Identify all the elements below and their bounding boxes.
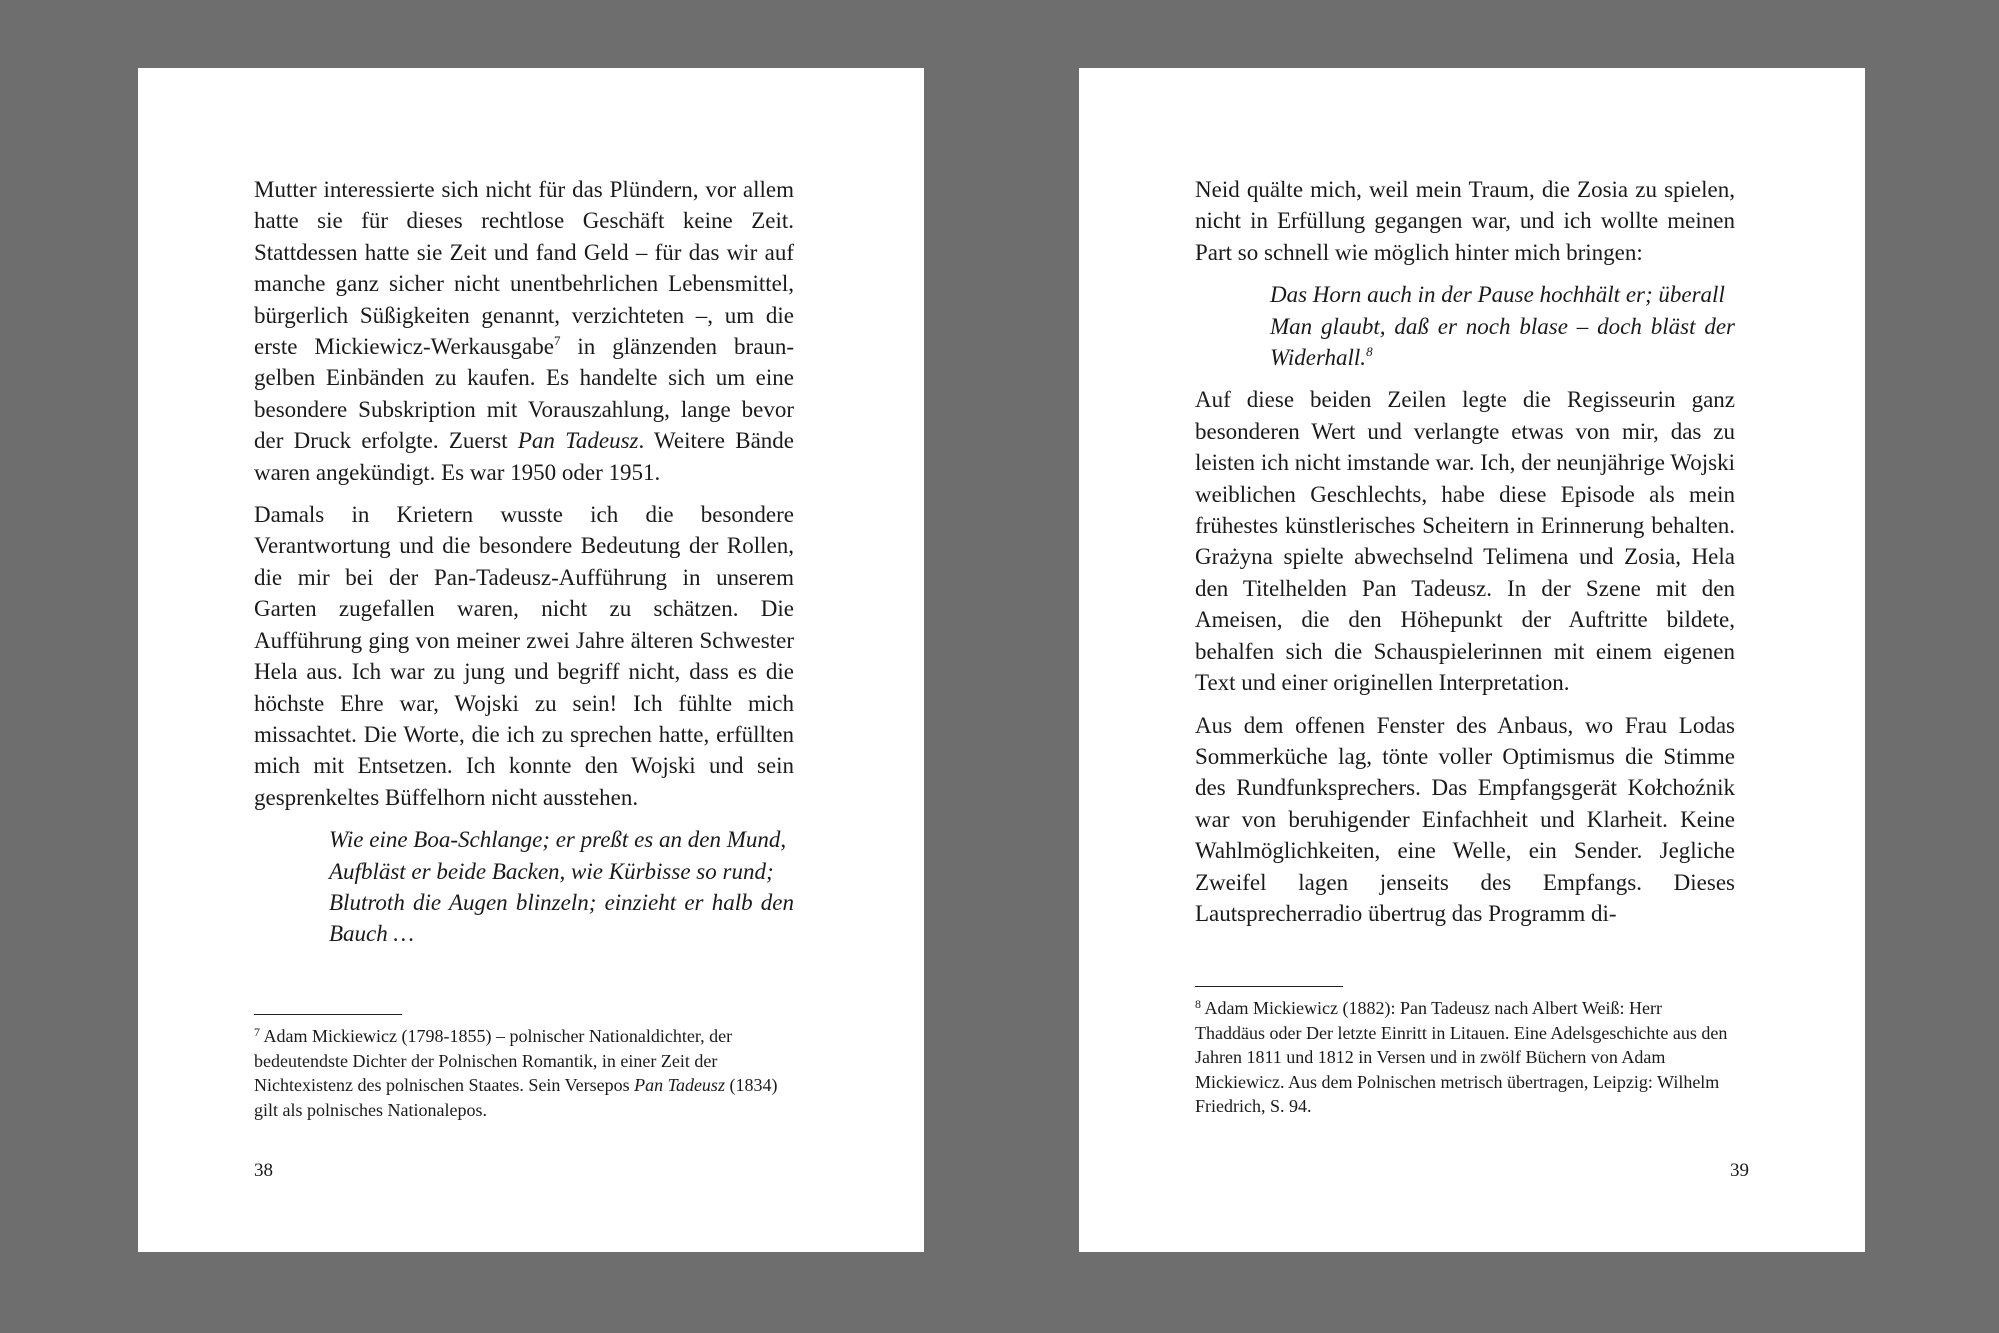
verse-line: Aufbläst er beide Backen, wie Kürbisse so rund; <box>329 858 774 884</box>
footnote-ref-8: 8 <box>1366 344 1373 360</box>
right-paragraph-3: Aus dem offenen Fenster des Anbaus, wo Frau Lodas Sommerküche lag, tönte voller Optimismus die Stimme des Rundfunksprechers. Das Empfangsgerät Kołchoźnik war von beruhigender Einfachheit und Klarheit. Keine Wahlmöglichkeiten, eine Welle, ein Sender. Jegliche Zweifel lagen jenseits des Empfangs. Dieses Lautsprecherradio übertrug das Programm di- <box>1195 712 1735 926</box>
title-pan-tadeusz: Pan Tadeusz <box>517 428 639 454</box>
left-text-block <box>254 174 794 961</box>
right-page <box>1079 68 1865 1252</box>
left-paragraph-1: Mutter interessierte sich nicht für das Plündern, vor allem hatte sie für dieses rechtlose Geschäft keine Zeit. Stattdessen hatte sie Zeit und fand Geld – für das wir auf manche ganz sicher nicht unentbehrlichen Lebensmittel, bürgerlich Süßigkeiten genannt, verzichteten –, um die erste Mickiewicz-Werkausgabe$^7$ in glänzenden braun-gelben Einbänden zu kaufen. Es handelte sich um eine besondere Subskription mit Vorauszahlung, lange bevor der Druck erfolgte. Zuerst Pan Tadeusz. Weitere Bände waren angekündigt. Es war 1950 oder 1951. <box>254 177 794 485</box>
page-number: 38 <box>254 1160 273 1181</box>
footnote-separator <box>1195 986 1343 987</box>
left-paragraph-2: Damals in Krietern wusste ich die besondere Verantwortung und die besondere Bedeutung der Rollen, die mir bei der Pan-Tadeusz-Aufführung in unserem Garten zugefallen waren, nicht zu schätzen. Die Aufführung ging von meiner zwei Jahre älteren Schwester Hela aus. Ich war zu jung und begriff nicht, dass es die höchste Ehre war, Wojski zu sein! Ich fühlte mich missachtet. Die Worte, die ich zu sprechen hatte, erfüllten mich mit Entsetzen. Ich konnte den Wojski und sein gesprenkeltes Büffelhorn nicht ausstehen. <box>254 502 794 810</box>
right-verse-quote <box>1270 279 1735 373</box>
page-number: 39 <box>1730 1160 1749 1181</box>
footnote-7: $^7$ Adam Mickiewicz (1798-1855) – polnischer Nationaldichter, der bedeutendste Dichter der Polnischen Romantik, in einer Zeit der Nichtexistenz des polnischen Staates. Sein Versepos Pan Tadeusz (1834) gilt als polnisches Nationalepos. <box>254 1025 778 1120</box>
verse-line: Man glaubt, daß er noch blase – doch bläst der Widerhall.$^8$ <box>1270 313 1735 371</box>
verse-line: Blutroth die Augen blinzeln; einzieht er halb den Bauch … <box>329 889 794 947</box>
footnote-8: $^8$ Adam Mickiewicz (1882): Pan Tadeusz nach Albert Weiß: Herr Thaddäus oder Der letzte Einritt in Litauen. Eine Adelsgeschichte aus den Jahren 1811 und 1812 in Versen und in zwölf Büchern von Adam Mickiewicz. Aus dem Polnischen metrisch übertragen, Leipzig: Wilhelm Friedrich, S. 94. <box>1195 997 1728 1116</box>
verse-line: Wie eine Boa-Schlange; er preßt es an den Mund, <box>329 827 787 853</box>
right-text-block <box>1195 174 1735 929</box>
footnote-ref-7: 7 <box>553 333 561 349</box>
verse-line: Das Horn auch in der Pause hochhält er; überall <box>1270 282 1725 308</box>
left-page <box>138 68 924 1252</box>
right-paragraph-2: Auf diese beiden Zeilen legte die Regisseurin ganz besonderen Wert und verlangte etwas von mir, das zu leisten ich nicht imstande war. Ich, der neunjährige Wojski weiblichen Geschlechts, habe diese Episode als mein frühestes künstlerisches Scheitern in Erinnerung behalten. Grażyna spielte abwechselnd Telimena und Zosia, Hela den Titelhelden Pan Tadeusz. In der Szene mit den Ameisen, die den Höhepunkt der Auftritte bildete, behalfen sich die Schauspielerinnen mit einem eigenen Text und einer originellen Interpretation. <box>1195 387 1735 696</box>
footnote-separator <box>254 1014 402 1015</box>
right-paragraph-1: Neid quälte mich, weil mein Traum, die Zosia zu spielen, nicht in Erfüllung gegangen war, und ich wollte meinen Part so schnell wie möglich hinter mich bringen: <box>1195 177 1735 265</box>
left-verse-quote <box>329 824 794 950</box>
